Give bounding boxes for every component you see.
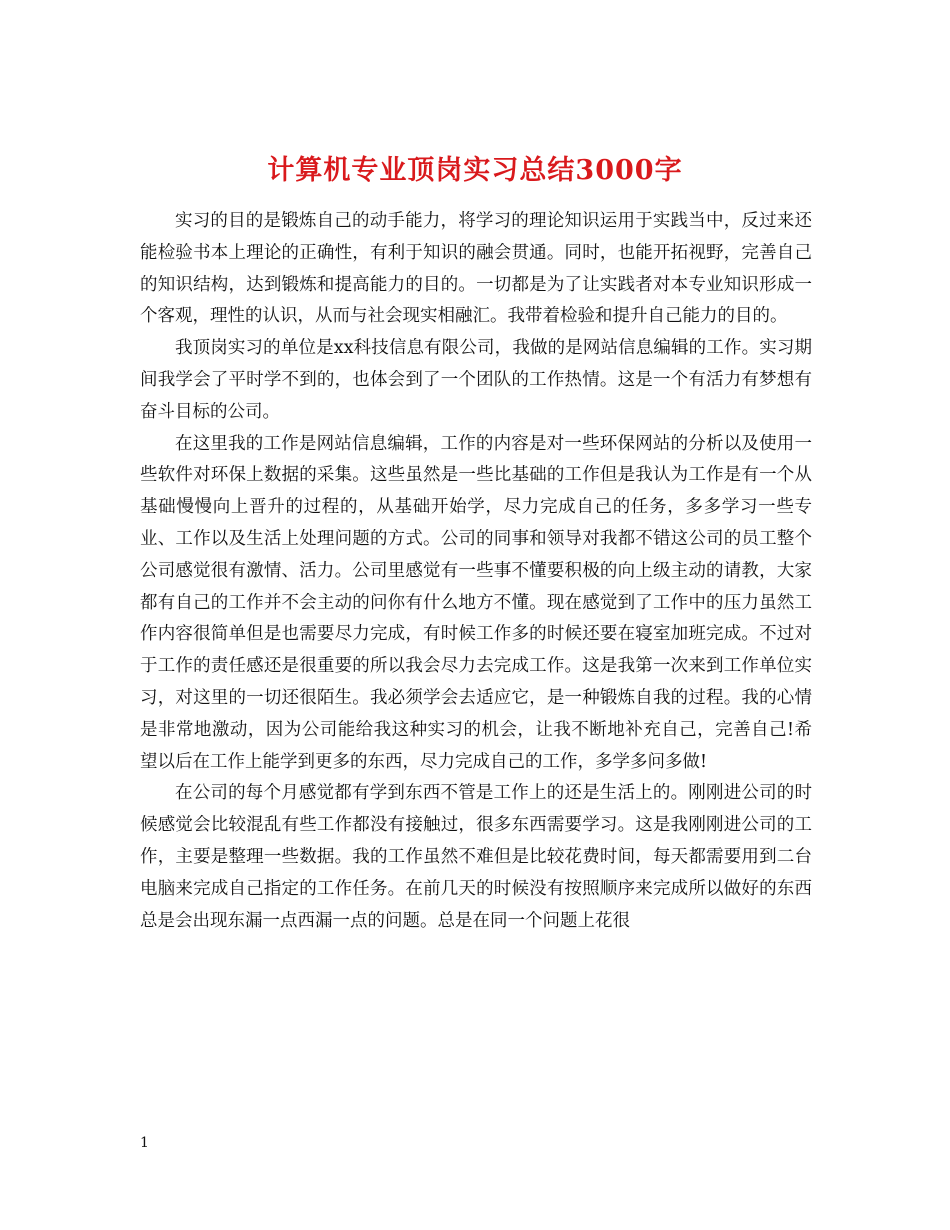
paragraph-2: 我顶岗实习的单位是xx科技信息有限公司，我做的是网站信息编辑的工作。实习期间我学会了平时学不到的，也体会到了一个团队的工作热情。这是一个有活力有梦想有奋斗目标的公司。 — [140, 338, 812, 422]
document-body — [140, 206, 812, 937]
document-title: 计算机专业顶岗实习总结3000字 — [267, 155, 683, 187]
paragraph-3: 在这里我的工作是网站信息编辑，工作的内容是对一些环保网站的分析以及使用一些软件对环保上数据的采集。这些虽然是一些比基础的工作但是我认为工作是有一个从基础慢慢向上晋升的过程的，从基础开始学，尽力完成自己的任务，多多学习一些专业、工作以及生活上处理问题的方式。公司的同事和领导对我都不错这公司的员工整个公司感觉很有激情、活力。公司里感觉有一些事不懂要积极的向上级主动的请教，大家都有自己的工作并不会主动的问你有什么地方不懂。现在感觉到了工作中的压力虽然工作内容很简单但是也需要尽力完成，有时候工作多的时候还要在寝室加班完成。不过对于工作的责任感还是很重要的所以我会尽力去完成工作。这是我第一次来到工作单位实习，对这里的一切还很陌生。我必须学会去适应它，是一种锻炼自我的过程。我的心情是非常地激动，因为公司能给我这种实习的机会，让我不断地补充自己，完善自己!希望以后在工作上能学到更多的东西，尽力完成自己的工作，多学多问多做! — [140, 433, 812, 772]
paragraph-1: 实习的目的是锻炼自己的动手能力，将学习的理论知识运用于实践当中，反过来还能检验书本上理论的正确性，有利于知识的融会贯通。同时，也能开拓视野，完善自己的知识结构，达到锻炼和提高能力的目的。一切都是为了让实践者对本专业知识形成一个客观，理性的认识，从而与社会现实相融汇。我带着检验和提升自己能力的目的。 — [140, 211, 812, 327]
page-number: 1 — [140, 1135, 149, 1151]
paragraph-4: 在公司的每个月感觉都有学到东西不管是工作上的还是生活上的。刚刚进公司的时候感觉会比较混乱有些工作都没有接触过，很多东西需要学习。这是我刚刚进公司的工作，主要是整理一些数据。我的工作虽然不难但是比较花费时间，每天都需要用到二台电脑来完成自己指定的工作任务。在前几天的时候没有按照顺序来完成所以做好的东西总是会出现东漏一点西漏一点的问题。总是在同一个问题上花很 — [140, 783, 812, 931]
